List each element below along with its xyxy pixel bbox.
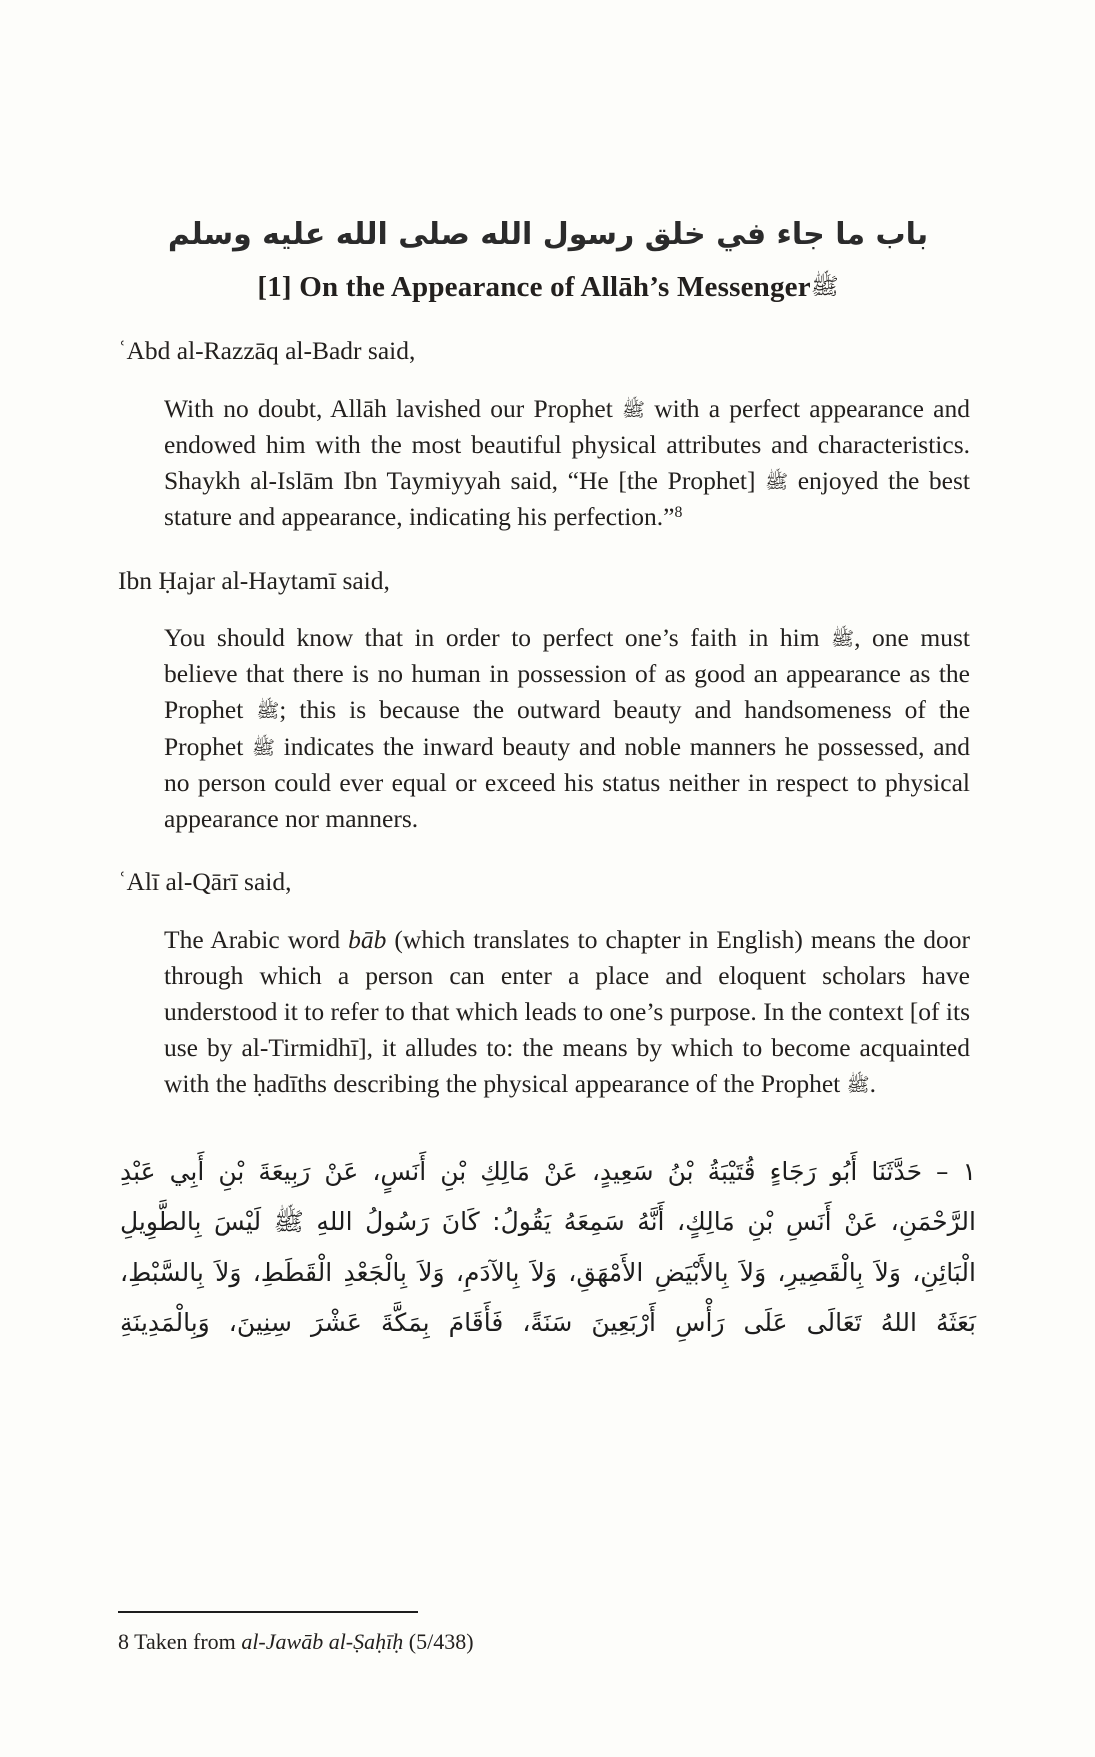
salawat-icon: ﷺ [622, 398, 645, 421]
english-chapter-heading-text: [1] On the Appearance of Allāh’s Messenger [257, 270, 811, 303]
blockquote-ali-al-qari [164, 922, 970, 1103]
footnote-reference-locator: (5/438) [403, 1629, 474, 1654]
blockquote-abd-al-razzaq-al-badr [164, 391, 970, 536]
salawat-icon: ﷺ [252, 736, 275, 759]
page-content [118, 0, 978, 1654]
salawat-icon: ﷺ [831, 628, 855, 651]
quote-emphasis-bab: bāb [348, 924, 387, 954]
blockquote-ibn-hajar-al-haytami [164, 620, 970, 837]
quote-text-part: (which translates to chapter in English) means the door through which a person can enter a place and eloquent scholars have understood it to refer to that which leads to one’s purpose. In the context [of its use by al-Tirmidhī], it alludes to: the means by which to become acquainted with the ḥadīths describing the physical appearance of the Prophet [164, 924, 970, 1099]
attribution-ibn-hajar-al-haytami: Ibn Ḥajar al-Haytamī said, [118, 565, 390, 595]
quote-text-part: with a perfect appearance and endowed him with the most beautiful physical attributes and characteristics. Shaykh al-Islām Ibn Taymiyyah said, “He [the Prophet] [164, 393, 970, 496]
attribution-ali-al-qari: ʿAlī al-Qārī said, [118, 867, 292, 897]
salawat-icon: ﷺ [846, 1074, 870, 1097]
quote-text-part: indicates the inward beauty and noble manners he possessed, and no person could ever equal or exceed his status neither in respect to physical appearance nor manners. [164, 731, 971, 833]
english-chapter-heading [118, 270, 978, 305]
footnote-reference-marker: 8 [674, 504, 683, 522]
quote-text-part: You should know that in order to perfect one’s faith in him [164, 622, 832, 652]
salawat-icon: ﷺ [765, 471, 789, 494]
arabic-hadith-text: ١ – حَدَّثَنَا أَبُو رَجَاءٍ قُتَيْبَةُ بْنُ سَعِيدٍ، عَنْ مَالِكِ بْنِ أَنَسٍ، عَنْ رَبِيعَةَ بْنِ أَبِي عَبْدِ الرَّحْمَنِ، عَنْ أَنَسِ بْنِ مَالِكٍ، أَنَّهُ سَمِعَهُ يَقُولُ: كَانَ رَسُولُ اللهِ ﷺ لَيْسَ بِالطَّوِيلِ الْبَائِنِ، وَلاَ بِالْقَصِيرِ، وَلاَ بِالأَبْيَضِ الأَمْهَقِ، وَلاَ بِالآدَمِ، وَلاَ بِالْجَعْدِ الْقَطَطِ، وَلاَ بِالسَّبْطِ، بَعَثَهُ اللهُ تَعَالَى عَلَى رَأْسِ أَرْبَعِينَ سَنَةً، فَأَقَامَ بِمَكَّةَ عَشْرَ سِنِينَ، وَبِالْمَدِينَةِ [120, 1156, 976, 1338]
footnote-lead-text: 8 Taken from [118, 1629, 242, 1654]
arabic-chapter-heading: باب ما جاء في خلق رسول الله صلى الله عليه وسلم [167, 217, 929, 252]
attribution-abd-al-razzaq-al-badr: ʿAbd al-Razzāq al-Badr said, [118, 336, 416, 366]
quote-text-part: The Arabic word [164, 924, 349, 954]
footnote-source-title: al-Jawāb al-Ṣaḥīḥ [241, 1629, 404, 1654]
quote-text-part: enjoyed the best stature and appearance, indicating his perfection.” [164, 466, 970, 532]
footnote-separator-rule [118, 1611, 418, 1613]
quote-text-part: . [869, 1069, 876, 1099]
quote-text-part: , one must believe that there is no human in possession of as good an appearance as the Prophet [164, 622, 970, 725]
footnote-entry [118, 1627, 978, 1657]
quote-text-part: With no doubt, Allāh lavished our Prophet [164, 393, 623, 423]
salawat-icon: ﷺ [256, 700, 280, 723]
quote-text-part: ; this is because the outward beauty and handsomeness of the Prophet [164, 695, 971, 761]
salawat-icon: ﷺ [810, 273, 839, 300]
